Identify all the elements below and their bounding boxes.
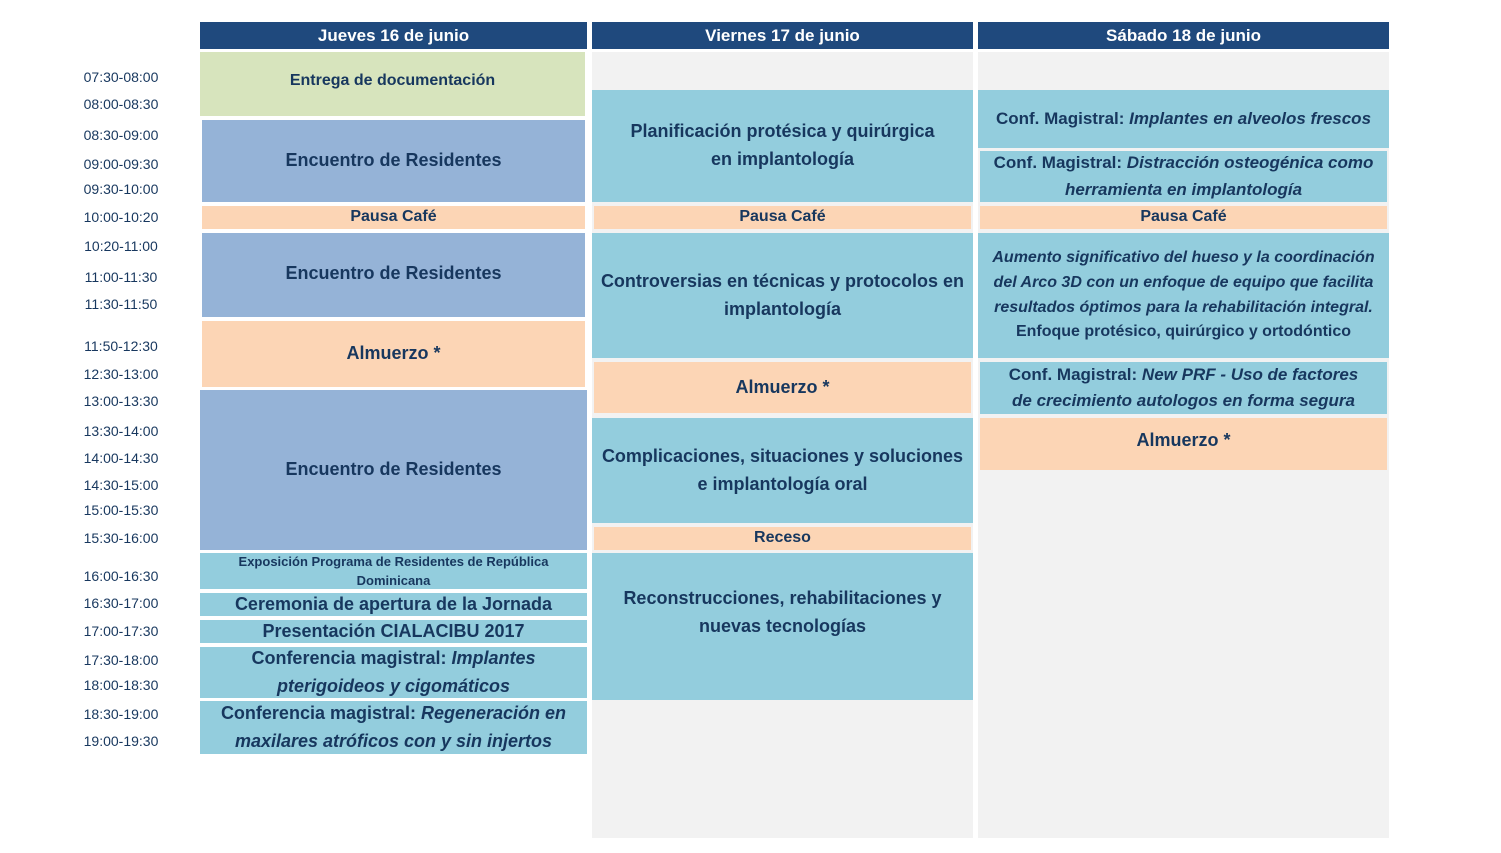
time-slot: 11:30-11:50 <box>84 296 158 312</box>
time-slot: 18:30-19:00 <box>83 706 159 722</box>
time-slot: 08:30-09:00 <box>83 127 159 143</box>
conference-prefix: Conf. Magistral: <box>993 153 1127 173</box>
conference-text <box>996 106 1371 132</box>
conference-prefix: Conf. Magistral: <box>995 108 1130 128</box>
fri-pausa-cafe: Pausa Café <box>594 206 971 229</box>
conference-title: New PRF - Uso de factores de crecimiento autologos en forma segura <box>1012 364 1359 410</box>
fri-controversias: Controversias en técnicas y protocolos en implantología <box>592 233 973 358</box>
time-slot: 12:30-13:00 <box>83 366 159 382</box>
time-slot: 09:30-10:00 <box>83 181 159 197</box>
conference-text <box>204 700 583 756</box>
time-slot: 17:30-18:00 <box>83 652 159 668</box>
thu-encuentro-residentes-3: Encuentro de Residentes <box>200 390 587 550</box>
day-header-friday: Viernes 17 de junio <box>592 22 973 49</box>
conference-text <box>990 150 1377 203</box>
sat-conf-implantes-alveolos <box>978 90 1389 148</box>
fri-reconstrucciones: Reconstrucciones, rehabilitaciones y nuevas tecnologías <box>592 553 973 700</box>
thu-presentacion: Presentación CIALACIBU 2017 <box>200 620 587 643</box>
conference-text <box>240 645 547 701</box>
thu-exposicion: Exposición Programa de Residentes de República Dominicana <box>200 553 587 589</box>
time-slot: 15:30-16:00 <box>83 530 159 546</box>
time-slot: 15:00-15:30 <box>83 502 159 518</box>
session-subtitle: Enfoque protésico, quirúrgico y ortodóntico <box>1015 323 1352 341</box>
time-slot: 18:00-18:30 <box>83 677 159 693</box>
time-slot: 17:00-17:30 <box>83 623 159 639</box>
session-title: Aumento significativo del hueso y la coordinación del Arco 3D con un enfoque de equipo que facilita resultados óptimos para la rehabilitación integral. <box>992 248 1375 316</box>
time-slot: 10:20-11:00 <box>84 238 158 254</box>
time-slot: 08:00-08:30 <box>83 96 159 112</box>
thu-conferencia-regeneracion <box>200 701 587 754</box>
thu-documentacion: Entrega de documentación <box>200 52 585 116</box>
time-slot: 07:30-08:00 <box>83 69 159 85</box>
fri-almuerzo: Almuerzo * <box>594 362 971 413</box>
time-slot: 13:00-13:30 <box>83 393 159 409</box>
sat-pausa-cafe: Pausa Café <box>980 206 1387 229</box>
conference-title: Regeneración en maxilares atróficos con y sin injertos <box>234 702 567 751</box>
conference-title: Implantes pterigoideos y cigomáticos <box>276 647 536 696</box>
conference-title: Implantes en alveolos frescos <box>1129 108 1372 128</box>
conference-prefix: Conferencia magistral: <box>220 702 421 723</box>
conference-title: Distracción osteogénica como herramienta en implantología <box>1064 153 1374 199</box>
conference-text <box>998 362 1369 415</box>
time-slot: 19:00-19:30 <box>83 733 159 749</box>
sat-conf-new-prf <box>980 362 1387 414</box>
time-slot: 11:00-11:30 <box>84 269 158 285</box>
time-slot: 09:00-09:30 <box>83 156 159 172</box>
thu-conferencia-pterigoideos <box>200 647 587 698</box>
fri-complicaciones: Complicaciones, situaciones y soluciones e implantología oral <box>592 418 973 523</box>
thu-ceremonia: Ceremonia de apertura de la Jornada <box>200 593 587 616</box>
time-slot: 13:30-14:00 <box>83 423 159 439</box>
day-header-thursday: Jueves 16 de junio <box>200 22 587 49</box>
time-slot: 14:30-15:00 <box>83 477 159 493</box>
time-slot: 16:30-17:00 <box>83 595 159 611</box>
sat-conf-distraccion <box>980 151 1387 202</box>
fri-receso: Receso <box>594 527 971 550</box>
sat-almuerzo: Almuerzo * <box>980 418 1387 470</box>
time-slot: 16:00-16:30 <box>83 568 159 584</box>
fri-planificacion: Planificación protésica y quirúrgica en implantología <box>592 90 973 202</box>
thu-pausa-cafe: Pausa Café <box>202 206 585 229</box>
conference-prefix: Conferencia magistral: <box>251 647 452 668</box>
day-header-saturday: Sábado 18 de junio <box>978 22 1389 49</box>
thu-encuentro-residentes-2: Encuentro de Residentes <box>202 233 585 317</box>
thu-almuerzo: Almuerzo * <box>202 321 585 387</box>
time-slot: 11:50-12:30 <box>84 338 158 354</box>
conference-prefix: Conf. Magistral: <box>1008 364 1142 384</box>
sat-aumento-hueso <box>978 233 1389 358</box>
time-slot: 14:00-14:30 <box>83 450 159 466</box>
time-slot: 10:00-10:20 <box>83 209 159 225</box>
thu-encuentro-residentes-1: Encuentro de Residentes <box>202 120 585 202</box>
